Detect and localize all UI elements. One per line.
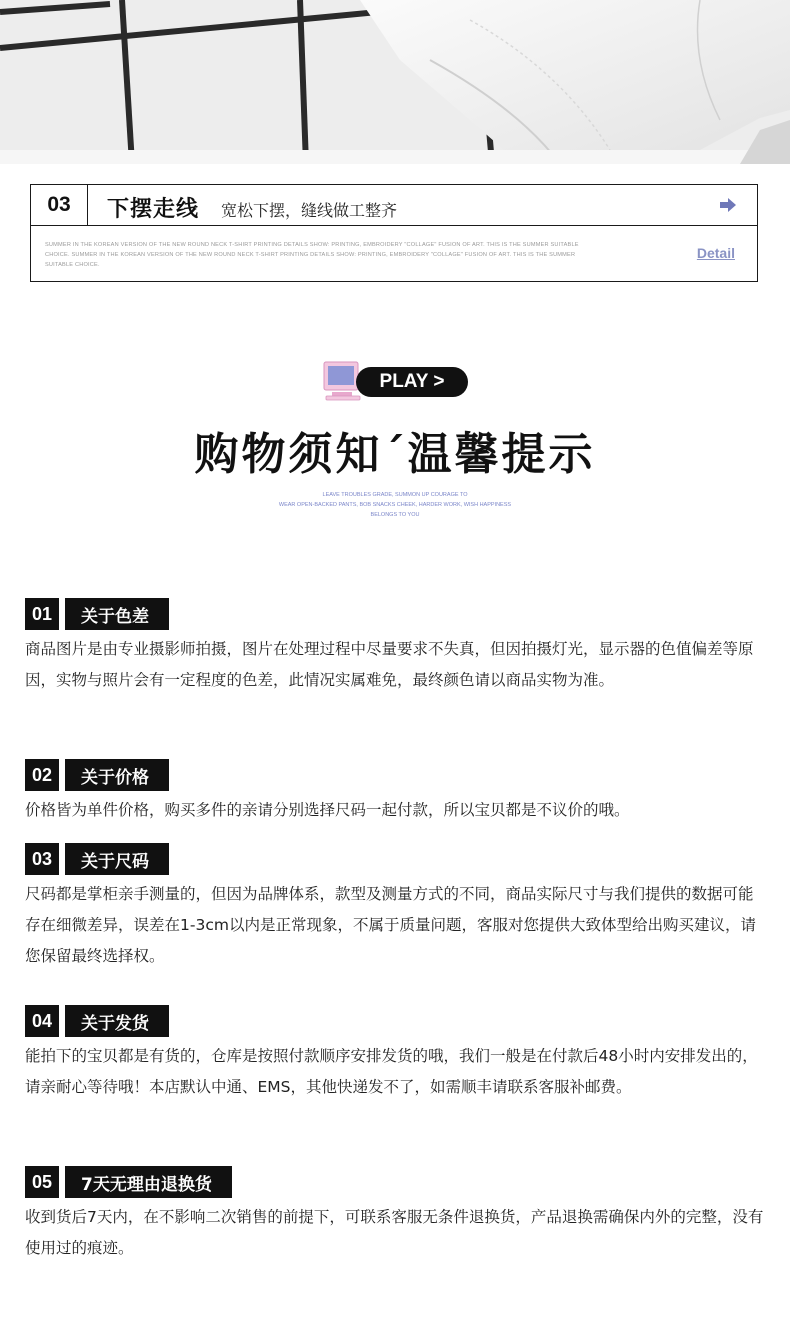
feature-box: [30, 184, 758, 282]
section-text: 价格皆为单件价格，购买多件的亲请分别选择尺码一起付款，所以宝贝都是不议价的哦。: [25, 801, 630, 819]
feature-title: 下摆走线: [107, 197, 200, 222]
section-number: 02: [25, 759, 59, 791]
section-text: 尺码都是掌柜亲手测量的，但因为品牌体系，款型及测量方式的不同，商品实际尺寸与我们提供的数据可能存在细微差异，误差在1-3cm以内是正常现象，不属于质量问题，客服对您提供大致体型给出购买建议，请您保留最终选择权。: [25, 885, 756, 965]
section-number: 04: [25, 1005, 59, 1037]
product-photo: [0, 0, 790, 164]
page-title: 购物须知ˊ温馨提示: [194, 429, 596, 480]
notice-section-returns: [25, 1166, 765, 1264]
section-number: 03: [25, 843, 59, 875]
section-badge: [25, 598, 765, 630]
notice-section-color: [25, 598, 765, 696]
notice-section-shipping: [25, 1005, 765, 1103]
section-label: 关于色差: [65, 598, 169, 630]
play-button[interactable]: PLAY >: [356, 367, 468, 397]
feature-subtitle: 宽松下摆，缝线做工整齐: [221, 201, 398, 220]
section-text: 能拍下的宝贝都是有货的，仓库是按照付款顺序安排发货的哦，我们一般是在付款后48小时内安排发出的，请亲耐心等待哦！本店默认中通、EMS，其他快递发不了，如需顺丰请联系客服补邮费。: [25, 1047, 758, 1096]
section-number: 01: [25, 598, 59, 630]
feature-number: 03: [31, 185, 88, 225]
section-badge: [25, 759, 765, 791]
section-text: 商品图片是由专业摄影师拍摄，图片在处理过程中尽量要求不失真，但因拍摄灯光，显示器的色值偏差等原因，实物与照片会有一定程度的色差，此情况实属难免，最终颜色请以商品实物为准。: [25, 640, 754, 689]
product-photo-graphic: [0, 0, 790, 164]
section-label: 关于价格: [65, 759, 169, 791]
section-label: 关于发货: [65, 1005, 169, 1037]
tagline-line: LEAVE TROUBLES GRADE, SUMMON UP COURAGE TO: [322, 492, 468, 498]
section-text: 收到货后7天内，在不影响二次销售的前提下，可联系客服无条件退换货，产品退换需确保内外的完整，没有使用过的痕迹。: [25, 1208, 764, 1257]
tagline-line: BELONGS TO YOU: [370, 512, 420, 518]
notice-section-size: [25, 843, 765, 972]
notice-section-price: [25, 759, 765, 826]
arrow-right-icon[interactable]: [719, 196, 737, 214]
section-label: 7天无理由退换货: [65, 1166, 232, 1198]
section-number: 05: [25, 1166, 59, 1198]
section-badge: [25, 1005, 765, 1037]
detail-link[interactable]: Detail: [696, 245, 735, 261]
section-badge: [25, 1166, 765, 1198]
section-label: 关于尺码: [65, 843, 169, 875]
tagline: [0, 490, 790, 520]
feature-header-row: [31, 185, 757, 226]
section-badge: [25, 843, 765, 875]
tagline-line: WEAR OPEN-BACKED PANTS, BOB SNACKS CHEEK, HARDER WORK, WISH HAPPINESS: [278, 502, 512, 508]
feature-description: SUMMER IN THE KOREAN VERSION OF THE NEW ROUND NECK T-SHIRT PRINTING DETAILS SHOW: PRINTING, EMBROIDERY "COLLAGE" FUSION OF ART. THIS IS THE SUMMER SUITABLE CHOICE. SUMMER IN THE KOREAN VERSION OF THE NEW ROUND NECK T-SHIRT PRINTING DETAILS SHOW: PRINTING, EMBROIDERY "COLLAGE" FUSION OF ART. THIS IS THE SUMMER SUITABLE CHOICE.: [45, 242, 579, 268]
